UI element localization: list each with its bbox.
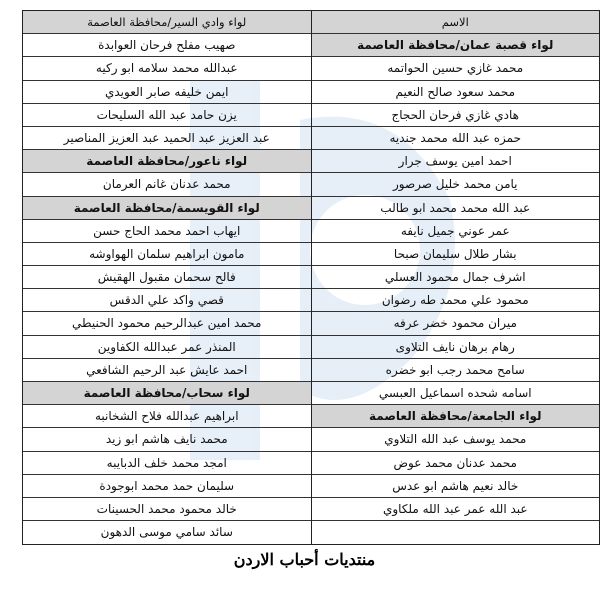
- column-header: لواء وادي السير/محافظة العاصمة: [23, 11, 311, 34]
- table-cell: مامون ابراهيم سلمان الهواوشه: [23, 243, 311, 266]
- table-cell: عبد الله محمد محمد ابو طالب: [312, 197, 600, 220]
- table-cell: محمد يوسف عبد الله التلاوي: [312, 428, 600, 451]
- table-cell: يزن حامد عبد الله السليحات: [23, 104, 311, 127]
- table-cell: محمد نايف هاشم ابو زيد: [23, 428, 311, 451]
- table-cell: محمد سعود صالح النعيم: [312, 81, 600, 104]
- table-cell: هادي غازي فرحان الحجاج: [312, 104, 600, 127]
- table-cell: خالد نعيم هاشم ابو عدس: [312, 475, 600, 498]
- table-cell: عبدالله محمد سلامه ابو ركيه: [23, 57, 311, 80]
- table-cell: بشار طلال سليمان صبحا: [312, 243, 600, 266]
- table-cell: احمد امين يوسف جرار: [312, 150, 600, 173]
- district-header: لواء ناعور/محافظة العاصمة: [23, 150, 311, 173]
- table-cell: اشرف جمال محمود العسلي: [312, 266, 600, 289]
- column-header: الاسم: [312, 11, 600, 34]
- table-cell: سائد سامي موسى الدهون: [100, 525, 233, 540]
- table-cell: المنذر عمر عبدالله الكفاوين: [23, 336, 311, 359]
- district-header: لواء قصبة عمان/محافظة العاصمة: [312, 34, 600, 57]
- table-cell: ايمن خليفه صابر العويدي: [23, 81, 311, 104]
- table-cell: محمد غازي حسين الحواتمه: [312, 57, 600, 80]
- table-cell: خالد محمود محمد الحسينات: [23, 498, 311, 521]
- table-cell: يامن محمد خليل صرصور: [312, 173, 600, 196]
- table-cell: محمد امين عبدالرحيم محمود الحنيطي: [23, 312, 311, 335]
- district-header: لواء الجامعة/محافظة العاصمة: [312, 405, 600, 428]
- table-column-right: [312, 11, 600, 544]
- table-cell: ايهاب احمد محمد الحاج حسن: [23, 220, 311, 243]
- table-cell: ميران محمود خضر عرفه: [312, 312, 600, 335]
- forum-signature: منتديات أحباب الاردن: [233, 550, 376, 569]
- district-header: لواء سحاب/محافظة العاصمة: [23, 382, 311, 405]
- table-cell: محمود علي محمد طه رضوان: [312, 289, 600, 312]
- table-cell: اسامه شحده اسماعيل العبسي: [312, 382, 600, 405]
- table-cell: قصي واكد علي الدقس: [23, 289, 311, 312]
- table-cell: عبد الله عمر عبد الله ملكاوي: [312, 498, 600, 521]
- table-cell: رهام برهان نايف التلاوى: [312, 336, 600, 359]
- table-cell: صهيب مفلح فرحان العوابدة: [23, 34, 311, 57]
- table-cell: احمد عايش عبد الرحيم الشافعي: [23, 359, 311, 382]
- table-cell: سليمان حمد محمد ابوجودة: [23, 475, 311, 498]
- district-header: لواء القويسمة/محافظة العاصمة: [23, 197, 311, 220]
- table-cell: ابراهيم عبدالله فلاح الشخانبه: [23, 405, 311, 428]
- table-cell: محمد عدنان محمد عوض: [312, 452, 600, 475]
- names-table: [22, 10, 600, 545]
- table-cell: عبد العزيز عبد الحميد عبد العزيز المناصير: [23, 127, 311, 150]
- table-cell: امجد محمد خلف الدبايبه: [23, 452, 311, 475]
- table-cell: محمد عدنان غانم العرمان: [23, 173, 311, 196]
- table-cell: عمر عوني جميل نايفه: [312, 220, 600, 243]
- table-cell: [312, 521, 600, 544]
- table-cell: حمزه عبد الله محمد جنديه: [312, 127, 600, 150]
- table-cell: سامح محمد رجب ابو خضره: [312, 359, 600, 382]
- table-cell: فالح سحمان مقبول الهقيش: [23, 266, 311, 289]
- table-column-left: [23, 11, 312, 544]
